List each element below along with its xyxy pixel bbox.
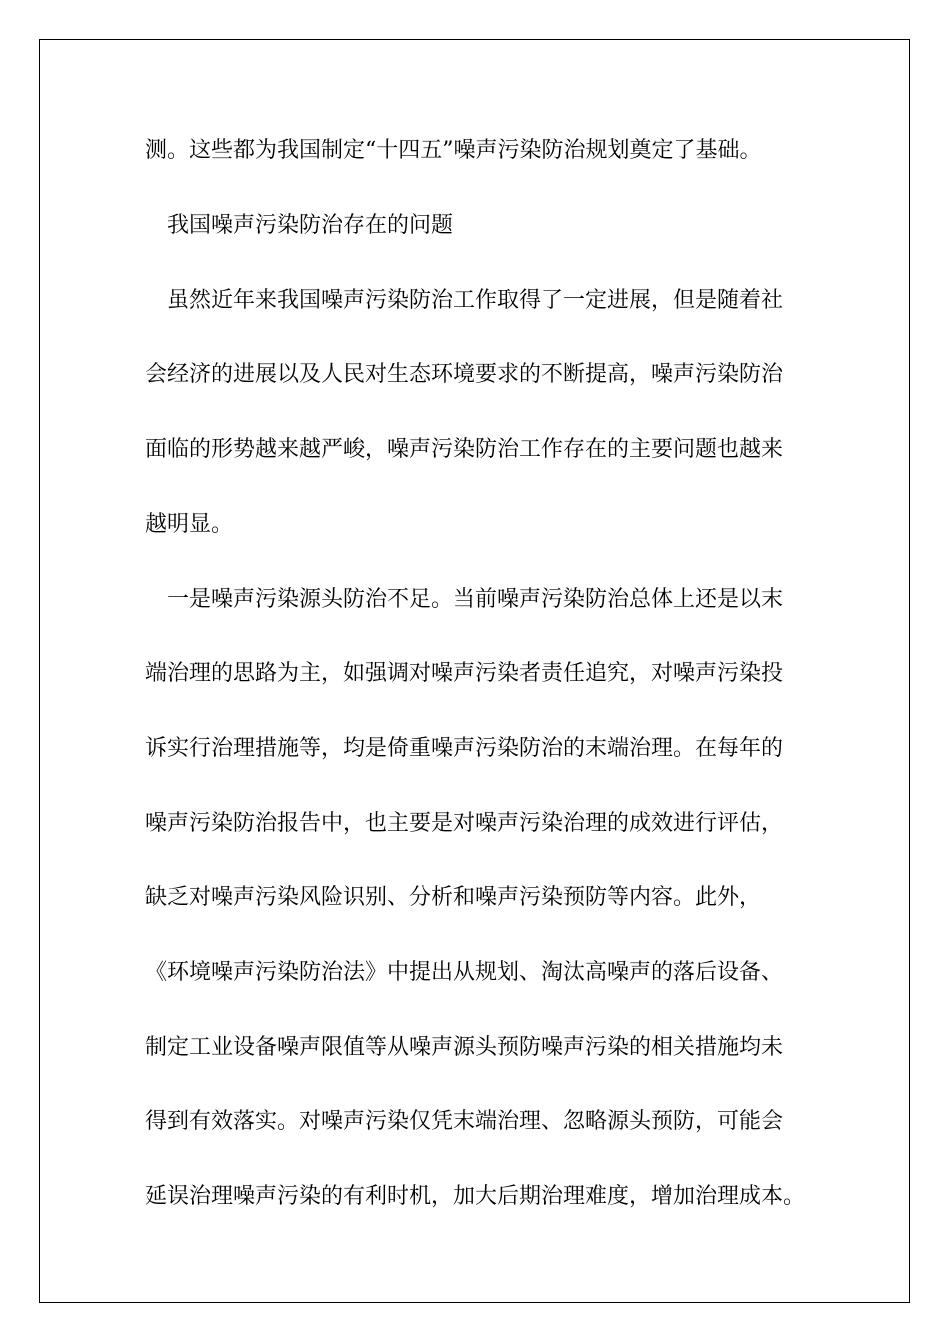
body-text-line: 得到有效落实。对噪声污染仅凭末端治理、忽略源头预防，可能会	[145, 1109, 784, 1134]
body-text-line: 测。这些都为我国制定“十四五”噪声污染防治规划奠定了基础。	[145, 138, 762, 163]
section-heading: 我国噪声污染防治存在的问题	[167, 213, 454, 238]
body-text-line: 缺乏对噪声污染风险识别、分析和噪声污染预防等内容。此外，	[145, 885, 762, 910]
body-text-line: 会经济的进展以及人民对生态环境要求的不断提高，噪声污染防治	[145, 362, 784, 387]
body-text-line: 诉实行治理措施等，均是倚重噪声污染防治的末端治理。在每年的	[145, 736, 784, 761]
body-text-line: 《环境噪声污染防治法》中提出从规划、淘汰高噪声的落后设备、	[145, 960, 784, 985]
body-text-line: 面临的形势越来越严峻，噪声污染防治工作存在的主要问题也越来	[145, 437, 784, 462]
body-text-line: 制定工业设备噪声限值等从噪声源头预防噪声污染的相关措施均未	[145, 1035, 784, 1060]
body-text-line: 一是噪声污染源头防治不足。当前噪声污染防治总体上还是以末	[167, 587, 784, 612]
body-text-line: 延误治理噪声污染的有利时机，加大后期治理难度，增加治理成本。	[145, 1184, 806, 1209]
body-text-line: 噪声污染防治报告中，也主要是对噪声污染治理的成效进行评估，	[145, 811, 784, 836]
body-text-line: 端治理的思路为主，如强调对噪声污染者责任追究，对噪声污染投	[145, 661, 784, 686]
body-text-line: 虽然近年来我国噪声污染防治工作取得了一定进展，但是随着社	[167, 288, 784, 313]
body-text-line: 越明显。	[145, 512, 234, 537]
